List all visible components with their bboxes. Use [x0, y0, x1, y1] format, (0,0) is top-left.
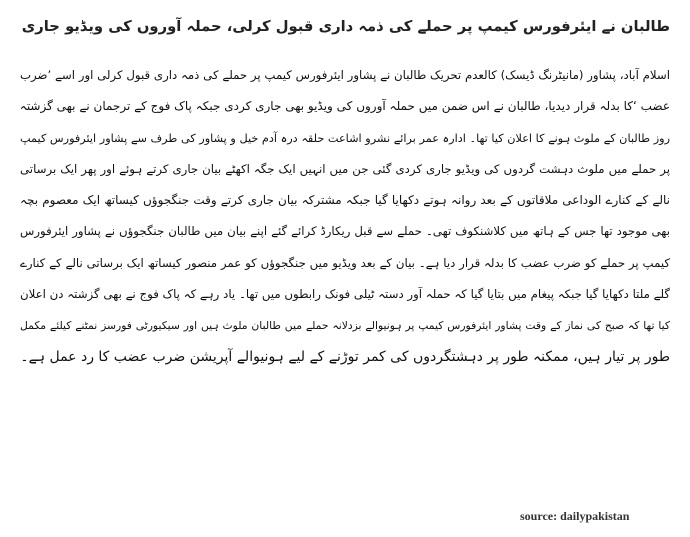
article-line: کیا تھا کہ صبح کی نماز کے وقت پشاور ایئرفورس کیمپ پر ہونیوالے بزدلانہ حملے میں طالبان ملوث ہیں اور سیکیورٹی فورسز نمٹنے کیلئے مکمل — [20, 319, 670, 333]
source-credit: source: dailypakistan — [520, 509, 630, 523]
article-line: اسلام آباد، پشاور (مانیٹرنگ ڈیسک) کالعدم تحریک طالبان نے پشاور ایئرفورس کیمپ پر حملے کی ذمہ داری قبول کرلی اور اسے ’ضرب — [20, 68, 670, 82]
article-line: نالے کے کنارے الوداعی ملاقاتوں کے بعد روانہ ہوتے دکھایا گیا جبکہ مشترکہ بیان جاری کرتے وقت جنگجوﺅں کیساتھ ایک معصوم بچہ — [20, 193, 670, 208]
article-line: عضب ‘کا بدلہ قرار دیدیا، طالبان نے اس ضمن میں حملہ آوروں کی ویڈیو بھی جاری کردی جبکہ پاک فوج کے ترجمان نے بھی گزشتہ — [20, 99, 670, 114]
article-line: طور پر تیار ہیں، ممکنہ طور پر دہشتگردوں کی کمر توڑنے کے لیے ہونیوالے آپریشن ضرب عضب کا رد عمل ہے۔ — [20, 348, 670, 365]
article-line: کیمپ پر حملے کو ضرب عضب کا بدلہ قرار دیا ہے۔ بیان کے بعد ویڈیو میں جنگجوﺅں کو عمر منصور کیساتھ ایک برساتی نالے کے کنارے — [20, 255, 670, 270]
article-body — [20, 60, 670, 373]
article-line: گلے ملتا دکھایا گیا جبکہ پیغام میں بتایا گیا کہ حملہ آور دستہ ٹیلی فونک رابطوں میں تھا۔ یاد رہے کہ پاک فوج نے بھی گزشتہ دن اعلان — [20, 287, 670, 302]
article-headline: طالبان نے ایئرفورس کیمپ پر حملے کی ذمہ داری قبول کرلی، حملہ آوروں کی ویڈیو جاری — [21, 18, 670, 35]
article-line: پر حملے میں ملوث دہشت گردوں کی ویڈیو جاری کردی گئی جن میں انہیں ایک جگہ اکھٹے بیان جاری کرتے ہوئے اور پھر ایک برساتی — [20, 161, 670, 176]
article-line: روز طالبان کے ملوث ہونے کا اعلان کیا تھا۔ ادارہ عمر برائے نشرو اشاعت حلقہ درہ آدم خیل و پشاور کی طرف سے پشاور ایئرفورس کیمپ — [20, 131, 670, 145]
article-line: بھی موجود تھا جس کے ہاتھ میں کلاشنکوف تھی۔ حملے سے قبل ریکارڈ کرائے گئے اپنے بیان میں طالبان جنگجوﺅں نے پشاور ایئرفورس — [20, 224, 670, 239]
